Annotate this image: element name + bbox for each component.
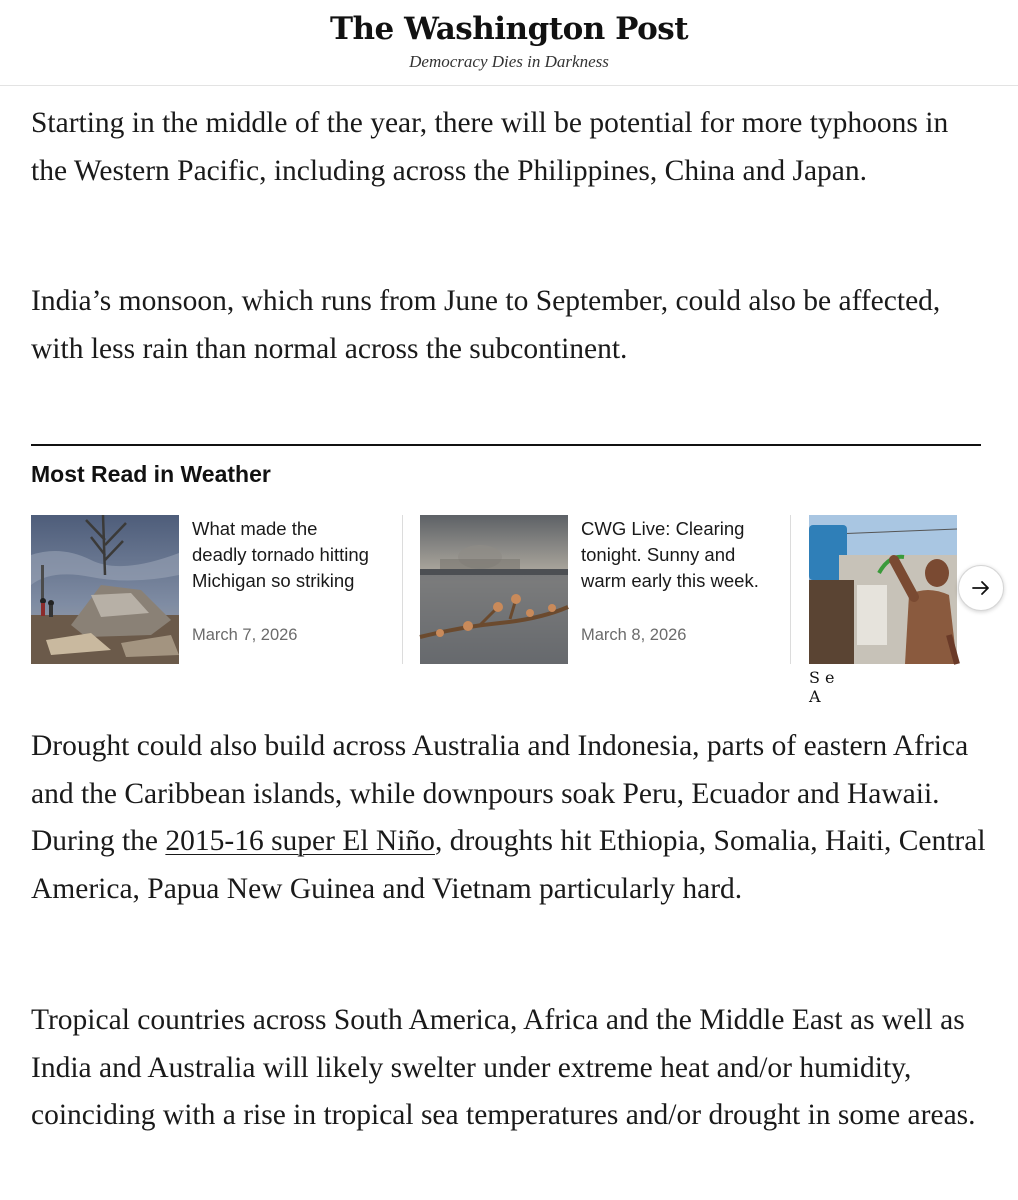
masthead [0, 0, 1018, 86]
article-paragraph-2: India’s monsoon, which runs from June to September, could also be affected, with less rain than normal across the subcontinent. [31, 285, 941, 365]
site-tagline: Democracy Dies in Darkness [409, 52, 609, 71]
card-2-headline[interactable]: CWG Live: Clearing tonight. Sunny and warm early this week. [581, 518, 759, 591]
most-read-card-1[interactable] [31, 515, 391, 665]
paragraph-3-text-start: Drought could also build across Australia and Indonesia, parts of eastern Africa and the Caribbean islands, while downpours soak Peru, Ecuador and Hawaii. During the [31, 730, 969, 857]
most-read-title: Most Read in Weather [31, 461, 271, 487]
card-divider-2 [790, 515, 791, 664]
card-1-date: March 7, 2026 [192, 626, 298, 644]
card-2-date: March 8, 2026 [581, 626, 687, 644]
cherry-blossom-thumbnail[interactable] [420, 515, 568, 664]
site-logo[interactable]: The Washington Post [329, 11, 689, 47]
card-divider-1 [402, 515, 403, 664]
article-paragraph-3 [31, 723, 991, 913]
tornado-damage-thumbnail[interactable] [31, 515, 179, 664]
card-1-headline[interactable]: What made the deadly tornado hitting Michigan so striking [192, 518, 369, 591]
most-read-rule [31, 444, 981, 446]
arrow-right-icon [971, 578, 991, 598]
paragraph-3-text-end: , droughts hit Ethiopia, Somalia, Haiti, Central America, Papua New Guinea and Vietnam particularly hard. [31, 825, 986, 905]
most-read-card-2[interactable] [420, 515, 780, 665]
card-3-headline[interactable]: S e [809, 668, 835, 687]
article-paragraph-4: Tropical countries across South America, Africa and the Middle East as well as India and Australia will likely swelter under extreme heat and/or humidity, coinciding with a rise in tropical sea temperatures and/or drought in some areas. [31, 1004, 976, 1131]
article-paragraph-1: Starting in the middle of the year, there will be potential for more typhoons in the Western Pacific, including across the Philippines, China and Japan. [31, 107, 949, 187]
el-nino-link[interactable]: 2015-16 super El Niño [165, 825, 435, 857]
carousel-next-button[interactable] [958, 565, 1004, 611]
card-3-date: A [809, 687, 821, 706]
